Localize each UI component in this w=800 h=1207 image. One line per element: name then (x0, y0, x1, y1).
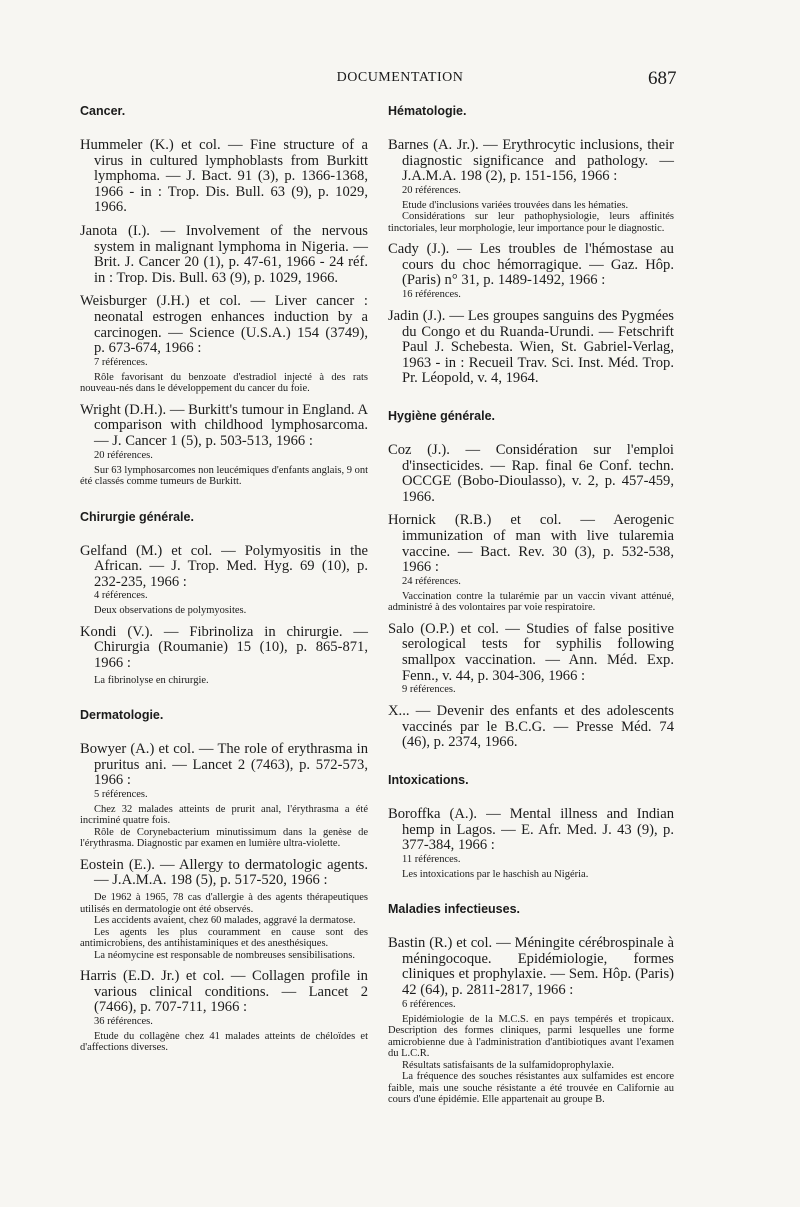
citation-text: — Mental illness and Indian hemp in Lagos. — E. Afr. Med. J. 43 (9), p. 377-384, 1966 : (402, 805, 674, 854)
citation-author: Jadin (J.). (388, 308, 446, 325)
section (80, 104, 368, 510)
citation-text: — Polymyositis in the African. — J. Trop. Med. Hyg. 69 (10), p. 232-235, 1966 : (94, 542, 368, 590)
citation-text: — Erythrocytic inclusions, their diagnostic significance and pathology. — J.A.M.A. 198 (2), p. 151-156, 1966 : (402, 137, 674, 185)
bibliography-entry (388, 443, 674, 505)
citation (388, 622, 674, 684)
bibliography-entry (80, 544, 368, 617)
citation-author: Weisburger (J.H.) et col. (80, 293, 241, 310)
citation (80, 742, 368, 789)
reference-count: 9 références. (402, 684, 456, 696)
citation (388, 513, 674, 575)
abstract-note (388, 1014, 674, 1106)
bibliography-entry (80, 742, 368, 850)
abstract-note (80, 605, 368, 617)
abstract-paragraph: La fréquence des souches résistantes aux sulfamides est encore faible, mais une souche résistante a été trouvée en Californie au cours d'une épidémie. Elle appartenait au groupe B. (388, 1071, 674, 1106)
citation-text: — Fibrinoliza in chirurgie. — Chirurgia (Roumanie) 15 (10), p. 865-871, 1966 : (94, 623, 368, 671)
abstract-paragraph: Chez 32 malades atteints de prurit anal, l'érythrasma a été incriminé quatre fois. (80, 803, 368, 827)
citation-author: Harris (E.D. Jr.) et col. (80, 968, 225, 985)
section-spacer (80, 1062, 368, 1076)
reference-count: 20 références. (94, 449, 153, 461)
reference-count: 36 références. (94, 1015, 153, 1027)
section-spacer (80, 496, 368, 510)
citation (388, 704, 674, 751)
abstract-paragraph: Etude d'inclusions variées trouvées dans les hématies. (402, 199, 629, 211)
section-spacer (388, 1114, 674, 1128)
section (388, 902, 674, 1127)
abstract-note (388, 591, 674, 614)
citation-text: — Aerogenic immunization of man with live tularemia vaccine. — Bact. Rev. 30 (3), p. 532-538, 1966 : (402, 512, 674, 576)
citation (80, 138, 368, 216)
bibliography-entry (388, 309, 674, 387)
bibliography-entry (388, 138, 674, 234)
citation-author: Gelfand (M.) et col. (80, 542, 213, 559)
citation-text: — Burkitt's tumour in England. A comparison with childhood lymphosarcoma. — J. Cancer 1 (5), p. 503-513, 1966 : (94, 401, 368, 449)
citation-author: Barnes (A. Jr.). (388, 137, 479, 153)
page-number: 687 (648, 68, 677, 89)
citation-text: — Considération sur l'emploi d'insecticides. — Rap. final 6e Conf. techn. OCCGE (Bobo-Dioulasso), v. 2, p. 457-459, 1966. (402, 442, 674, 505)
citation (80, 294, 368, 356)
bibliography-entry (80, 294, 368, 394)
citation-author: Cady (J.). (388, 241, 450, 258)
abstract-paragraph: Sur 63 lymphosarcomes non leucémiques d'enfants anglais, 9 ont été classés comme tumeurs de Burkitt. (80, 464, 368, 487)
citation-text: — Involvement of the nervous system in malignant lymphoma in Nigeria. —Brit. J. Cancer 20 (1), p. 47-61, 1966 - 24 réf. in : Trop. Dis. Bull. 63 (9), p. 1029, 1966. (94, 222, 368, 286)
abstract-paragraph: De 1962 à 1965, 78 cas d'allergie à des agents thérapeutiques utilisés en dermatologie ont été observés. (80, 892, 368, 915)
section (388, 104, 674, 409)
citation-author: Coz (J.). (388, 442, 450, 459)
citation-text: — The role of erythrasma in pruritus ani. — Lancet 2 (7463), p. 572-573, 1966 : (94, 741, 368, 789)
citation-author: Hornick (R.B.) et col. (388, 512, 562, 529)
abstract-paragraph: Epidémiologie de la M.C.S. en pays tempérés et tropicaux. Description des formes cliniques, parmi lesquelles une forme amicrobienne due à l'administration d'antibiotiques avant l'examen du L.C.R. (388, 1013, 674, 1060)
citation (388, 138, 674, 185)
abstract-note (80, 465, 368, 488)
left-column (80, 104, 368, 1076)
abstract-paragraph: Etude du collagène chez 41 malades atteints de chéloïdes et d'affections diverses. (80, 1030, 368, 1054)
bibliography-entry (388, 513, 674, 613)
bibliography-entry (80, 969, 368, 1054)
abstract-note (388, 200, 674, 235)
abstract-note (80, 804, 368, 850)
citation (80, 544, 368, 591)
section-heading: Cancer. (80, 104, 126, 118)
reference-count: 11 références. (402, 853, 461, 865)
abstract-note (80, 1031, 368, 1054)
citation (388, 807, 674, 854)
citation-author: Boroffka (A.). (388, 805, 478, 822)
abstract-paragraph: Les intoxications par le haschish au Nigéria. (402, 868, 589, 880)
bibliography-entry (80, 403, 368, 488)
citation-author: Wright (D.H.). (80, 401, 167, 418)
citation-text: — Les troubles de l'hémostase au cours du choc hémorragique. — Gaz. Hôp. (Paris) n° 31, p. 1489-1492, 1966 : (402, 241, 674, 289)
citation (80, 858, 368, 889)
citation (80, 403, 368, 450)
reference-count: 16 références. (402, 289, 461, 301)
citation-author: Janota (I.). (80, 222, 150, 239)
citation-text: — Méningite cérébrospinale à méningocoque. Epidémiologie, formes cliniques et prophylaxie. — Sem. Hôp. (Paris) 42 (64), p. 2811-2817, 1966 : (402, 935, 674, 998)
abstract-paragraph: Les agents les plus couramment en cause sont des antimicrobiens, des antihistaminiques et des anesthésiques. (80, 926, 368, 950)
right-column (388, 104, 674, 1128)
abstract-note (80, 675, 368, 687)
abstract-paragraph: Deux observations de polymyosites. (94, 605, 247, 617)
abstract-note (80, 372, 368, 395)
bibliography-entry (80, 858, 368, 961)
abstract-note (388, 869, 674, 881)
reference-count: 7 références. (94, 356, 148, 368)
section-spacer (388, 395, 674, 409)
reference-count: 6 références. (402, 998, 456, 1010)
citation-author: Bastin (R.) et col. (388, 935, 493, 952)
abstract-paragraph: Vaccination contre la tularémie par un vaccin vivant atténué, administré à des volontaires par voie respiratoire. (388, 590, 674, 614)
bibliography-entry (388, 936, 674, 1105)
section (388, 409, 674, 773)
reference-count: 24 références. (402, 575, 461, 587)
citation-text: — Les groupes sanguins des Pygmées du Congo et du Ruanda-Urundi. — Fetschrift Paul J. Schebesta. Wien, St. Gabriel-Verlag, 1963 - in : Recueil Trav. Sci. Inst. Méd. Trop. Pr. Léopold, v. 4, 1964. (402, 308, 674, 387)
section-heading: Dermatologie. (80, 708, 164, 723)
citation-author: Salo (O.P.) et col. (388, 620, 499, 637)
bibliography-entry (388, 704, 674, 751)
abstract-paragraph: Résultats satisfaisants de la sulfamidoprophylaxie. (402, 1059, 614, 1071)
bibliography-entry (80, 224, 368, 286)
section (80, 510, 368, 709)
section (388, 773, 674, 902)
citation (80, 224, 368, 286)
abstract-paragraph: Rôle de Corynebacterium minutissimum dans la genèse de l'érythrasma. Diagnostic par examen en lumière ultra-violette. (80, 826, 368, 850)
bibliography-entry (388, 242, 674, 301)
citation-text: — Devenir des enfants et des adolescents vaccinés par le B.C.G. — Presse Méd. 74 (46), p. 2374, 1966. (402, 703, 674, 751)
citation-text: — Liver cancer : neonatal estrogen enhances induction by a carcinogen. — Science (U.S.A.) 154 (3749), p. 673-674, 1966 : (94, 293, 368, 357)
citation (80, 969, 368, 1016)
section-heading: Hématologie. (388, 104, 467, 118)
citation-author: Eostein (E.). (80, 856, 155, 873)
abstract-paragraph: Rôle favorisant du benzoate d'estradiol injecté à des rats nouveau-nés dans le développement du cancer du foie. (80, 371, 368, 395)
bibliography-entry (388, 622, 674, 696)
running-title: DOCUMENTATION (336, 70, 464, 85)
section-heading: Intoxications. (388, 772, 469, 787)
citation (388, 936, 674, 998)
citation-author: Kondi (V.). (80, 623, 154, 640)
bibliography-entry (388, 807, 674, 880)
reference-count: 4 références. (94, 590, 148, 602)
citation-text: — Allergy to dermatologic agents. — J.A.M.A. 198 (5), p. 517-520, 1966 : (94, 856, 368, 889)
citation (388, 242, 674, 289)
citation-text: — Studies of false positive serological tests for syphilis following smallpox vaccination. — Ann. Méd. Exp. Fenn., v. 44, p. 304-306, 1966 : (402, 620, 674, 684)
citation (80, 625, 368, 672)
citation (388, 443, 674, 505)
citation (388, 309, 674, 387)
bibliography-entry (80, 625, 368, 686)
section-heading: Maladies infectieuses. (388, 902, 521, 917)
section-spacer (388, 759, 674, 773)
abstract-note (80, 892, 368, 961)
abstract-paragraph: Considérations sur leur pathophysiologie, leurs affinités tinctoriales, leur morphologie, leur importance pour le diagnostic. (388, 211, 674, 234)
citation-text: — Collagen profile in various clinical conditions. — Lancet 2 (7466), p. 707-711, 1966 : (94, 968, 368, 1016)
section-heading: Chirurgie générale. (80, 509, 194, 524)
abstract-paragraph: Les accidents avaient, chez 60 malades, aggravé la dermatose. (94, 915, 356, 927)
abstract-paragraph: La fibrinolyse en chirurgie. (94, 674, 209, 686)
reference-count: 5 références. (94, 788, 148, 800)
citation-author: Hummeler (K.) et col. (80, 137, 221, 153)
section-spacer (80, 694, 368, 708)
section (80, 708, 368, 1076)
section-spacer (388, 888, 674, 902)
section-heading: Hygiène générale. (388, 409, 495, 424)
bibliography-entry (80, 138, 368, 216)
abstract-paragraph: La néomycine est responsable de nombreuses sensibilisations. (94, 949, 355, 961)
citation-author: Bowyer (A.) et col. (80, 741, 195, 758)
reference-count: 20 références. (402, 184, 461, 196)
citation-text: — Fine structure of a virus in cultured lymphoblasts from Burkitt lymphoma. — J. Bact. 91 (3), p. 1366-1368, 1966 - in : Trop. Dis. Bull. 63 (9), p. 1029, 1966. (94, 137, 368, 216)
citation-author: X... (388, 703, 410, 720)
